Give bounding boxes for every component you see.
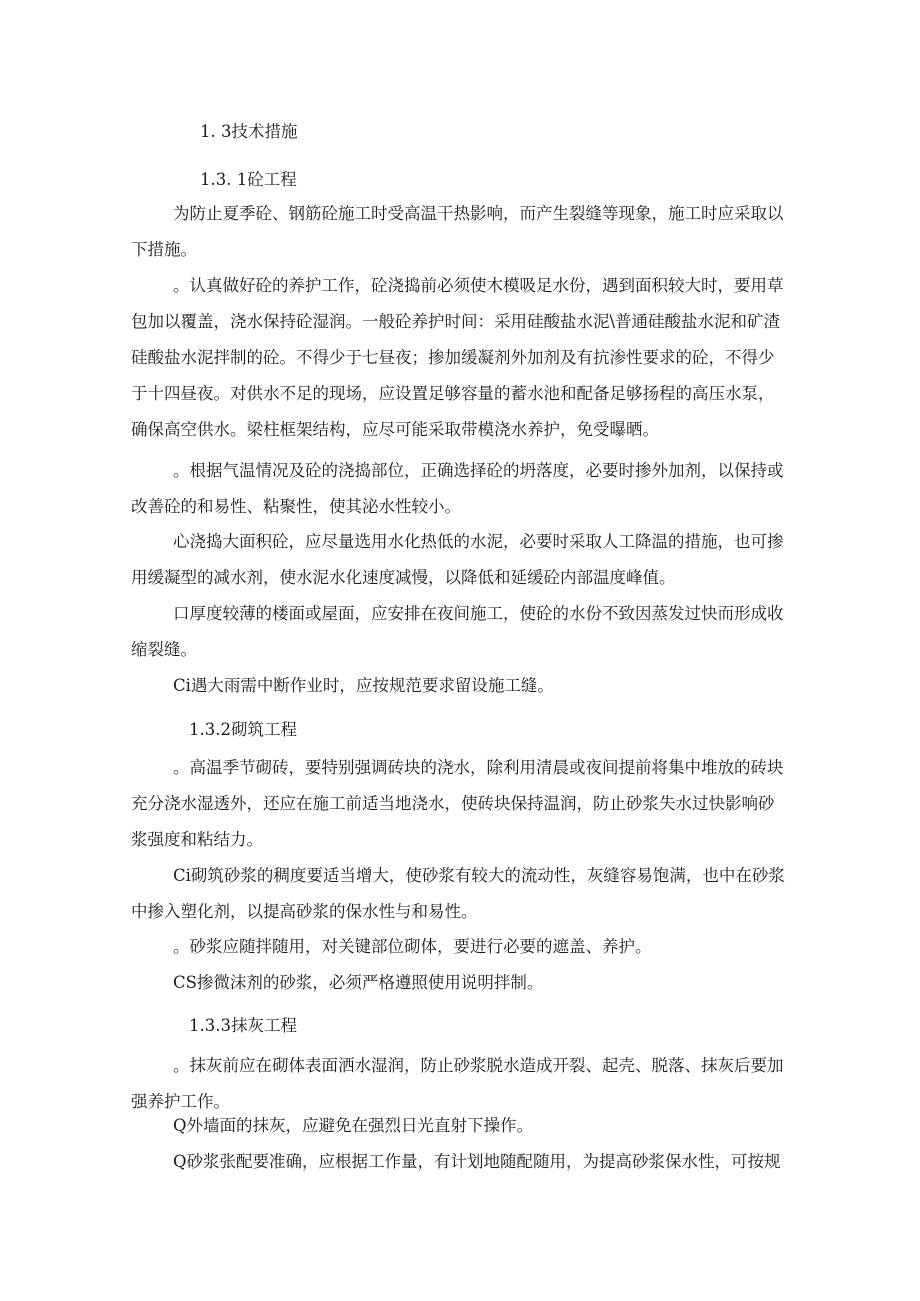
paragraph: 口厚度较薄的楼面或屋面，应安排在夜间施工，使砼的水份不致因蒸发过快而形成收缩裂缝。 [131,604,784,659]
plastering-heading: 1.3.3抹灰工程 [189,1016,297,1035]
paragraph: 。认真做好砼的养护工作，砼浇捣前必须使木模吸足水份，遇到面积较大时，要用草包加以覆盖，浇水保持砼湿润。一般砼养护时间：采用硅酸盐水泥\普通硅酸盐水泥和矿渣硅酸盐水泥拌制的砼。不得少于七昼夜；掺加缓凝剂外加剂及有抗渗性要求的砼，不得少于十四昼夜。对供水不足的现场，应设置足够容量的蓄水池和配备足够扬程的高压水泵，确保高空供水。梁柱框架结构，应尽可能采取带模浇水养护，免受曝晒。 [131,276,784,439]
paragraph: 心浇捣大面积砼，应尽量选用水化热低的水泥，必要时采取人工降温的措施，也可掺用缓凝型的减水剂，使水泥水化速度减慢，以降低和延缓砼内部温度峰值。 [131,532,784,587]
masonry-heading: 1.3.2砌筑工程 [189,720,297,739]
paragraph: 。根据气温情况及砼的浇捣部位，正确选择砼的坍落度，必要时掺外加剂，以保持或改善砼的和易性、粘聚性，使其泌水性较小。 [131,461,784,516]
concrete-heading: 1.3. 1砼工程 [200,170,297,189]
section-heading: 1. 3技术措施 [200,122,298,141]
paragraph: Q外墙面的抹灰，应避免在强烈日光直射下操作。 [173,1116,534,1135]
paragraph: Ci遇大雨需中断作业时，应按规范要求留设施工缝。 [173,676,554,695]
paragraph: Ci砌筑砂浆的稠度要适当增大，使砂浆有较大的流动性，灰缝容易饱满，也中在砂浆中掺入塑化剂，以提高砂浆的保水性与和易性。 [131,866,785,921]
paragraph: CS掺微沫剂的砂浆，必须严格遵照使用说明拌制。 [173,973,544,992]
paragraph: 。高温季节砌砖，要特别强调砖块的浇水，除利用清晨或夜间提前将集中堆放的砖块充分浇水湿透外，还应在施工前适当地浇水，使砖块保持温润，防止砂浆失水过快影响砂浆强度和粘结力。 [131,758,784,849]
paragraph: Q砂浆张配要准确，应根据工作量，有计划地随配随用，为提高砂浆保水性，可按规 [173,1152,781,1171]
paragraph: 。砂浆应随拌随用，对关键部位砌体，要进行必要的遮盖、养护。 [173,937,652,956]
paragraph: 为防止夏季砼、钢筋砼施工时受高温干热影响，而产生裂缝等现象，施工时应采取以下措施。 [131,204,784,259]
paragraph: 。抹灰前应在砌体表面洒水湿润，防止砂浆脱水造成开裂、起壳、脱落、抹灰后要加强养护工作。 [131,1056,784,1111]
